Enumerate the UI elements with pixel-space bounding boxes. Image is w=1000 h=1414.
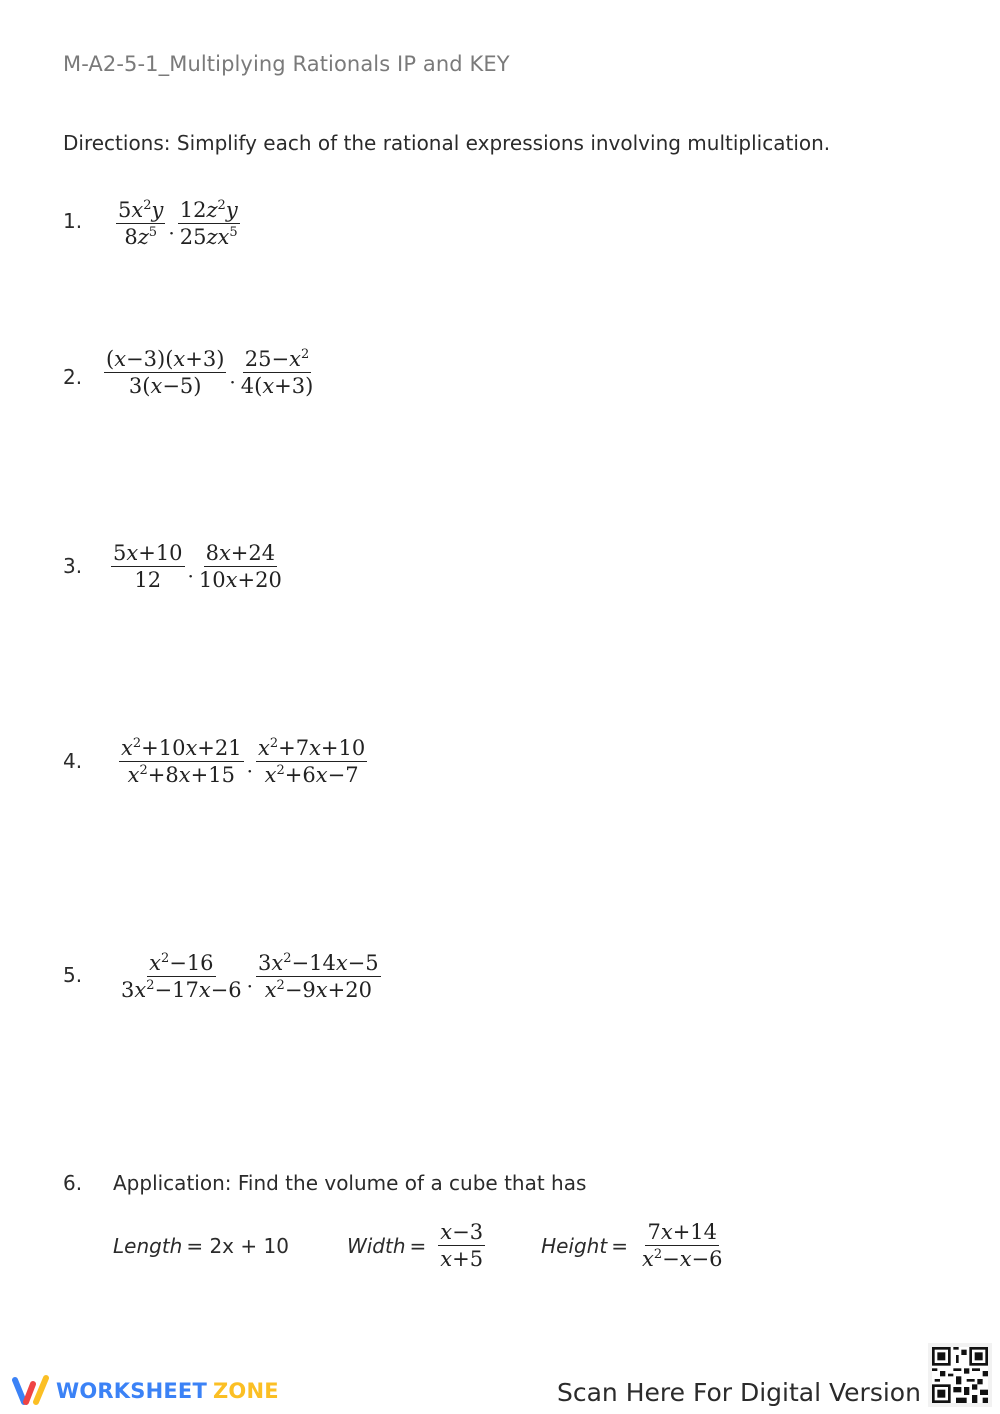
problem-number: 3. [63, 554, 83, 578]
logo-word-zone: ZONE [212, 1379, 279, 1403]
height-label: Height [541, 1234, 608, 1258]
application-text: Application: Find the volume of a cube that has [113, 1171, 587, 1195]
document-title: M-A2-5-1_Multiplying Rationals IP and KEY [63, 52, 510, 76]
problem-4-expression: $\frac{x^2+10x+21}{x^2+8x+15}$ · $\frac{x^2+7x+10}{x^2+6x-7}$ [121, 736, 366, 787]
problem-2-expression: $\frac{(x-3)(x+3)}{3(x-5)}$ · $\frac{25-x^2}{4(x+3)}$ [106, 347, 314, 398]
logo-w-icon [10, 1374, 52, 1408]
qr-code-icon [932, 1347, 988, 1403]
logo-word-worksheet: WORKSHEET [56, 1379, 207, 1403]
width-fraction: $\frac{x-3}{x+5}$ [440, 1220, 484, 1271]
directions: Directions: Simplify each of the rational expressions involving multiplication. [63, 131, 831, 155]
problem-number: 5. [63, 963, 83, 987]
worksheet-zone-logo[interactable] [10, 1374, 279, 1408]
problem-number: 1. [63, 209, 83, 233]
problem-5-expression: $\frac{x^2-16}{3x^2-17x-6}$ · $\frac{3x^2-14x-5}{x^2-9x+20}$ [121, 951, 379, 1002]
problem-3-expression: $\frac{5x+10}{12}$ · $\frac{8x+24}{10x+20}$ [113, 541, 282, 592]
problem-number: 6. [63, 1171, 83, 1195]
qr-code[interactable] [928, 1343, 992, 1407]
length-value: = 2x + 10 [186, 1234, 289, 1258]
width-label: Width [346, 1234, 406, 1258]
problem-1-expression: $\frac{5x^2y}{8z^5}$ · $\frac{12z^2y}{25zx^5}$ [118, 198, 238, 249]
cube-dimensions: Length = 2x + 10 Width = $\frac{x-3}{x+5}$ Height = $\frac{7x+14}{x^2-x-6}$ [113, 1220, 723, 1271]
height-fraction: $\frac{7x+14}{x^2-x-6}$ [641, 1220, 723, 1271]
scan-text: Scan Here For Digital Version [557, 1378, 921, 1407]
length-label: Length [113, 1234, 183, 1258]
problem-number: 4. [63, 749, 83, 773]
problem-number: 2. [63, 365, 83, 389]
